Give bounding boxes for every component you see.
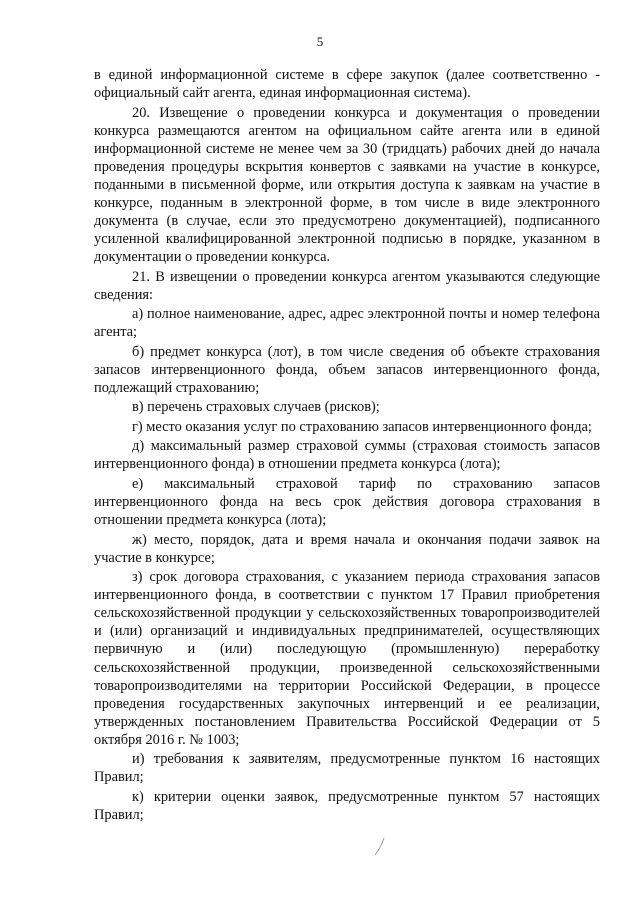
page-number: 5	[316, 34, 324, 49]
subitem-v: в) перечень страховых случаев (рисков);	[132, 399, 380, 416]
subitem-i: и) требования к заявителям, предусмотренные пунктом 16 настоящих Правил;	[94, 751, 600, 786]
subitem-g: г) место оказания услуг по страхованию запасов интервенционного фонда;	[132, 418, 592, 435]
subitem-e: е) максимальный страховой тариф по страхованию запасов интервенционного фонда на весь срок действия договора страхования в отношении предмета конкурса (лота);	[94, 476, 600, 529]
paragraph-item-20: 20. Извещение о проведении конкурса и документация о проведении конкурса размещаются агентом на официальном сайте агента или в единой информационной системе не менее чем за 30 (тридцать) рабочих дней до начала проведения процедуры вскрытия конвертов с заявками на участие в конкурсе, поданными в письменной форме, или открытия доступа к заявкам на участие в конкурсе, поданным в электронной форме, в том числе в виде электронного документа (в случае, если это предусмотрено документацией), подписанного усиленной квалифицированной электронной подписью в порядке, указанном в документации о проведении конкурса.	[94, 104, 600, 265]
paragraph-continuation: в единой информационной системе в сфере закупок (далее соответственно - официальный сайт агента, единая информационная система).	[94, 67, 600, 102]
subitem-zh: ж) место, порядок, дата и время начала и окончания подачи заявок на участие в конкурсе;	[94, 531, 600, 566]
subitem-a: а) полное наименование, адрес, адрес электронной почты и номер телефона агента;	[94, 306, 600, 341]
pen-mark-icon	[372, 836, 388, 858]
subitem-z: з) срок договора страхования, с указанием периода страхования запасов интервенционного фонда, в соответствии с пунктом 17 Правил приобретения сельскохозяйственной продукции у сельскохозяйственных товаропроизводителей и (или) организаций и индивидуальных предпринимателей, осуществляющих первичную и (или) последующую (промышленную) переработку сельскохозяйственной продукции, произведенной сельскохозяйственными товаропроизводителями на территории Российской Федерации, в процессе проведения государственных закупочных интервенций и ее реализации, утвержденных постановлением Правительства Российской Федерации от 5 октября 2016 г. № 1003;	[94, 569, 600, 748]
paragraph-item-21: 21. В извещении о проведении конкурса агентом указываются следующие сведения:	[94, 268, 600, 303]
document-body	[94, 66, 600, 824]
subitem-k: к) критерии оценки заявок, предусмотренные пунктом 57 настоящих Правил;	[94, 788, 600, 823]
subitem-b: б) предмет конкурса (лот), в том числе сведения об объекте страхования запасов интервенционного фонда, объем запасов интервенционного фонда, подлежащий страхованию;	[94, 343, 600, 396]
subitem-d: д) максимальный размер страховой суммы (страховая стоимость запасов интервенционного фонда) в отношении предмета конкурса (лота);	[94, 438, 600, 473]
